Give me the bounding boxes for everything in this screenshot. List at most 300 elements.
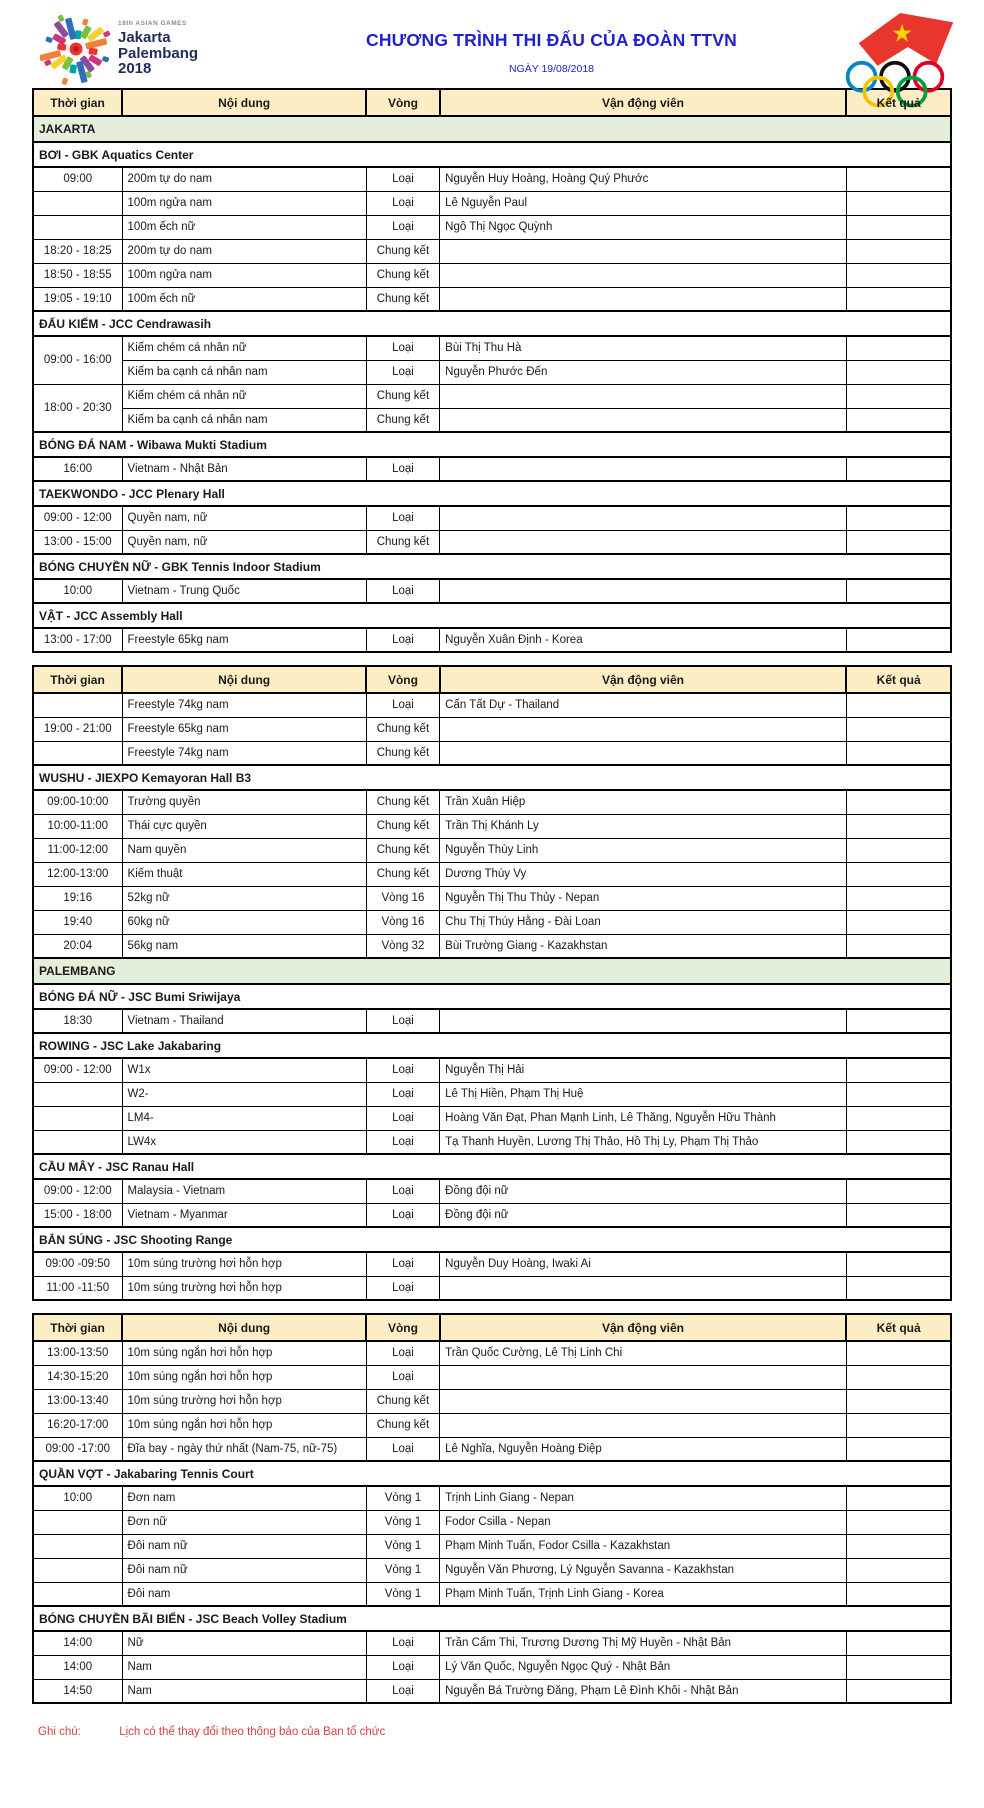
round-cell: Chung kết	[366, 384, 439, 408]
event-cell: Đơn nam	[122, 1486, 366, 1510]
column-header-2: Vòng	[366, 666, 439, 693]
time-cell: 19:00 - 21:00	[33, 717, 122, 741]
result-cell	[846, 457, 951, 481]
athletes-cell: Nguyễn Huy Hoàng, Hoàng Quý Phước	[440, 167, 847, 191]
round-cell: Chung kết	[366, 717, 439, 741]
column-header-4: Kết quả	[846, 1314, 951, 1341]
time-cell: 09:00	[33, 167, 122, 191]
result-cell	[846, 530, 951, 554]
athletes-cell: Ngô Thị Ngọc Quỳnh	[440, 215, 847, 239]
result-cell	[846, 360, 951, 384]
match-row	[33, 457, 951, 481]
match-row	[33, 790, 951, 814]
schedule-table-3	[32, 1313, 952, 1704]
athletes-cell	[440, 579, 847, 603]
athletes-cell: Lê Nghĩa, Nguyễn Hoàng Điệp	[440, 1437, 847, 1461]
time-cell: 10:00-11:00	[33, 814, 122, 838]
round-cell: Loại	[366, 579, 439, 603]
event-cell: Trường quyền	[122, 790, 366, 814]
round-cell: Loại	[366, 336, 439, 360]
result-cell	[846, 1558, 951, 1582]
athletes-cell: Cấn Tất Dự - Thailand	[440, 693, 847, 717]
column-header-3: Vận động viên	[440, 1314, 847, 1341]
athletes-cell: Lý Văn Quốc, Nguyễn Ngọc Quý - Nhật Bản	[440, 1655, 847, 1679]
result-cell	[846, 1679, 951, 1703]
event-cell: Vietnam - Trung Quốc	[122, 579, 366, 603]
event-cell: Đĩa bay - ngày thứ nhất (Nam-75, nữ-75)	[122, 1437, 366, 1461]
event-cell: Freestyle 74kg nam	[122, 693, 366, 717]
event-cell: Đôi nam nữ	[122, 1558, 366, 1582]
round-cell: Chung kết	[366, 741, 439, 765]
athletes-cell: Nguyễn Thị Thu Thủy - Nepan	[440, 886, 847, 910]
athletes-cell: Nguyễn Duy Hoàng, Iwaki Ai	[440, 1252, 847, 1276]
result-cell	[846, 1058, 951, 1082]
page-header	[0, 0, 984, 88]
match-row	[33, 1389, 951, 1413]
match-row	[33, 408, 951, 432]
result-cell	[846, 1082, 951, 1106]
venue-label: BÓNG CHUYỀN BÃI BIỂN - JSC Beach Volley Stadium	[33, 1606, 951, 1631]
match-row	[33, 1082, 951, 1106]
round-cell: Loại	[366, 628, 439, 652]
athletes-cell	[440, 408, 847, 432]
event-cell: Vietnam - Myanmar	[122, 1203, 366, 1227]
athletes-cell	[440, 239, 847, 263]
time-cell	[33, 1582, 122, 1606]
match-row	[33, 717, 951, 741]
schedule-table-1	[32, 88, 952, 653]
time-cell: 19:16	[33, 886, 122, 910]
match-row	[33, 1179, 951, 1203]
venue-label: TAEKWONDO - JCC Plenary Hall	[33, 481, 951, 506]
match-row	[33, 530, 951, 554]
city-section-row	[33, 958, 951, 984]
athletes-cell: Phạm Minh Tuấn, Trịnh Linh Giang - Korea	[440, 1582, 847, 1606]
event-cell: Đơn nữ	[122, 1510, 366, 1534]
time-cell	[33, 215, 122, 239]
athletes-cell: Đồng đội nữ	[440, 1179, 847, 1203]
round-cell: Vòng 1	[366, 1534, 439, 1558]
match-row	[33, 1341, 951, 1365]
round-cell: Vòng 1	[366, 1486, 439, 1510]
time-cell: 14:50	[33, 1679, 122, 1703]
venue-section-row	[33, 481, 951, 506]
event-cell: 200m tự do nam	[122, 167, 366, 191]
column-header-3: Vận động viên	[440, 666, 847, 693]
round-cell: Loại	[366, 1276, 439, 1300]
athletes-cell	[440, 1009, 847, 1033]
match-row	[33, 741, 951, 765]
round-cell: Vòng 16	[366, 886, 439, 910]
time-cell: 18:00 - 20:30	[33, 384, 122, 432]
result-cell	[846, 191, 951, 215]
match-row	[33, 1252, 951, 1276]
time-cell: 14:00	[33, 1655, 122, 1679]
event-cell: 200m tự do nam	[122, 239, 366, 263]
round-cell: Loại	[366, 1252, 439, 1276]
round-cell: Loại	[366, 167, 439, 191]
event-cell: Thái cực quyền	[122, 814, 366, 838]
round-cell: Vòng 16	[366, 910, 439, 934]
athletes-cell	[440, 1389, 847, 1413]
result-cell	[846, 1582, 951, 1606]
result-cell	[846, 886, 951, 910]
result-cell	[846, 1437, 951, 1461]
result-cell	[846, 1655, 951, 1679]
athletes-cell: Dương Thúy Vy	[440, 862, 847, 886]
athletes-cell: Nguyễn Thị Hải	[440, 1058, 847, 1082]
athletes-cell: Bùi Thị Thu Hà	[440, 336, 847, 360]
venue-label: BƠI - GBK Aquatics Center	[33, 142, 951, 167]
result-cell	[846, 1631, 951, 1655]
match-row	[33, 1058, 951, 1082]
logo-city-2: Palembang	[118, 44, 199, 62]
result-cell	[846, 1486, 951, 1510]
time-cell	[33, 191, 122, 215]
event-cell: Kiếm ba cạnh cá nhân nam	[122, 408, 366, 432]
match-row	[33, 287, 951, 311]
athletes-cell: Tạ Thanh Huyền, Lương Thị Thảo, Hồ Thị Ly, Phạm Thị Thảo	[440, 1130, 847, 1154]
result-cell	[846, 287, 951, 311]
time-cell: 14:30-15:20	[33, 1365, 122, 1389]
asian-games-logo	[40, 8, 265, 90]
match-row	[33, 1582, 951, 1606]
athletes-cell: Fodor Csilla - Nepan	[440, 1510, 847, 1534]
column-header-2: Vòng	[366, 89, 439, 116]
venue-section-row	[33, 1154, 951, 1179]
round-cell: Chung kết	[366, 530, 439, 554]
column-header-0: Thời gian	[33, 666, 122, 693]
result-cell	[846, 408, 951, 432]
round-cell: Chung kết	[366, 408, 439, 432]
event-cell: LM4-	[122, 1106, 366, 1130]
time-cell: 09:00 - 16:00	[33, 336, 122, 384]
athletes-cell: Hoàng Văn Đạt, Phan Mạnh Linh, Lê Thăng, Nguyễn Hữu Thành	[440, 1106, 847, 1130]
round-cell: Loại	[366, 693, 439, 717]
athletes-cell: Lê Nguyễn Paul	[440, 191, 847, 215]
venue-label: CẦU MÂY - JSC Ranau Hall	[33, 1154, 951, 1179]
round-cell: Chung kết	[366, 862, 439, 886]
round-cell: Vòng 32	[366, 934, 439, 958]
time-cell: 09:00-10:00	[33, 790, 122, 814]
round-cell: Loại	[366, 506, 439, 530]
header-row	[33, 666, 951, 693]
athletes-cell: Nguyễn Phước Đến	[440, 360, 847, 384]
event-cell: 100m ếch nữ	[122, 287, 366, 311]
result-cell	[846, 506, 951, 530]
round-cell: Chung kết	[366, 263, 439, 287]
result-cell	[846, 628, 951, 652]
venue-label: WUSHU - JIEXPO Kemayoran Hall B3	[33, 765, 951, 790]
round-cell: Loại	[366, 1130, 439, 1154]
event-cell: Freestyle 65kg nam	[122, 717, 366, 741]
result-cell	[846, 1341, 951, 1365]
athletes-cell: Lê Thị Hiền, Phạm Thị Huệ	[440, 1082, 847, 1106]
round-cell: Chung kết	[366, 838, 439, 862]
athletes-cell	[440, 1413, 847, 1437]
event-cell: Kiếm ba cạnh cá nhân nam	[122, 360, 366, 384]
venue-label: ĐẤU KIẾM - JCC Cendrawasih	[33, 311, 951, 336]
round-cell: Chung kết	[366, 239, 439, 263]
venue-label: BÓNG ĐÁ NAM - Wibawa Mukti Stadium	[33, 432, 951, 457]
venue-section-row	[33, 1461, 951, 1486]
round-cell: Loại	[366, 1009, 439, 1033]
athletes-cell: Chu Thị Thúy Hằng - Đài Loan	[440, 910, 847, 934]
match-row	[33, 579, 951, 603]
event-cell: Nam	[122, 1679, 366, 1703]
match-row	[33, 838, 951, 862]
result-cell	[846, 239, 951, 263]
result-cell	[846, 838, 951, 862]
footer-text: Lịch có thể thay đổi theo thông báo của Ban tổ chức	[119, 1726, 386, 1738]
result-cell	[846, 741, 951, 765]
time-cell: 15:00 - 18:00	[33, 1203, 122, 1227]
result-cell	[846, 1413, 951, 1437]
match-row	[33, 1655, 951, 1679]
time-cell	[33, 741, 122, 765]
time-cell: 09:00 -17:00	[33, 1437, 122, 1461]
round-cell: Vòng 1	[366, 1510, 439, 1534]
event-cell: W2-	[122, 1082, 366, 1106]
athletes-cell: Nguyễn Bá Trường Đăng, Phạm Lê Đình Khôi - Nhật Bản	[440, 1679, 847, 1703]
venue-section-row	[33, 603, 951, 628]
event-cell: Kiếm chém cá nhân nữ	[122, 384, 366, 408]
athletes-cell: Trần Xuân Hiệp	[440, 790, 847, 814]
time-cell: 10:00	[33, 579, 122, 603]
match-row	[33, 384, 951, 408]
header-row	[33, 1314, 951, 1341]
result-cell	[846, 384, 951, 408]
event-cell: 10m súng trường hơi hỗn hợp	[122, 1389, 366, 1413]
athletes-cell: Nguyễn Xuân Định - Korea	[440, 628, 847, 652]
venue-section-row	[33, 1033, 951, 1058]
event-cell: 10m súng ngắn hơi hỗn hợp	[122, 1413, 366, 1437]
venue-label: VẬT - JCC Assembly Hall	[33, 603, 951, 628]
match-row	[33, 1534, 951, 1558]
time-cell: 13:00 - 17:00	[33, 628, 122, 652]
venue-section-row	[33, 432, 951, 457]
event-cell: Vietnam - Nhật Bản	[122, 457, 366, 481]
event-cell: 10m súng trường hơi hỗn hợp	[122, 1252, 366, 1276]
round-cell: Chung kết	[366, 1413, 439, 1437]
match-row	[33, 239, 951, 263]
event-cell: 10m súng ngắn hơi hỗn hợp	[122, 1365, 366, 1389]
result-cell	[846, 1365, 951, 1389]
column-header-3: Vận động viên	[440, 89, 847, 116]
event-cell: Đôi nam nữ	[122, 1534, 366, 1558]
round-cell: Loại	[366, 1203, 439, 1227]
footer-note	[0, 1726, 984, 1738]
event-cell: 56kg nam	[122, 934, 366, 958]
match-row	[33, 1510, 951, 1534]
match-row	[33, 1009, 951, 1033]
venue-label: BÓNG ĐÁ NỮ - JSC Bumi Sriwijaya	[33, 984, 951, 1009]
result-cell	[846, 579, 951, 603]
time-cell: 10:00	[33, 1486, 122, 1510]
logo-year: 2018	[118, 60, 152, 78]
match-row	[33, 1203, 951, 1227]
result-cell	[846, 1106, 951, 1130]
event-cell: LW4x	[122, 1130, 366, 1154]
schedule-tables	[32, 88, 952, 1704]
round-cell: Loại	[366, 1058, 439, 1082]
match-row	[33, 1365, 951, 1389]
time-cell: 12:00-13:00	[33, 862, 122, 886]
page-date: NGÀY 19/08/2018	[508, 63, 595, 75]
time-cell: 20:04	[33, 934, 122, 958]
athletes-cell: Trần Cẩm Thi, Trương Dương Thị Mỹ Huyền - Nhật Bản	[440, 1631, 847, 1655]
athletes-cell: Đồng đội nữ	[440, 1203, 847, 1227]
result-cell	[846, 1276, 951, 1300]
time-cell: 18:30	[33, 1009, 122, 1033]
match-row	[33, 862, 951, 886]
event-cell: Freestyle 65kg nam	[122, 628, 366, 652]
match-row	[33, 934, 951, 958]
match-row	[33, 1486, 951, 1510]
match-row	[33, 1679, 951, 1703]
event-cell: 10m súng trường hơi hỗn hợp	[122, 1276, 366, 1300]
result-cell	[846, 814, 951, 838]
city-label: PALEMBANG	[33, 958, 951, 984]
result-cell	[846, 1252, 951, 1276]
schedule-table-2	[32, 665, 952, 1301]
venue-section-row	[33, 1606, 951, 1631]
match-row	[33, 886, 951, 910]
result-cell	[846, 1009, 951, 1033]
match-row	[33, 1276, 951, 1300]
event-cell: Kiếm thuật	[122, 862, 366, 886]
venue-section-row	[33, 554, 951, 579]
round-cell: Loại	[366, 1365, 439, 1389]
venue-label: QUẦN VỢT - Jakabaring Tennis Court	[33, 1461, 951, 1486]
venue-section-row	[33, 984, 951, 1009]
round-cell: Vòng 1	[366, 1558, 439, 1582]
athletes-cell	[440, 1365, 847, 1389]
match-row	[33, 693, 951, 717]
round-cell: Loại	[366, 191, 439, 215]
event-cell: 10m súng ngắn hơi hỗn hợp	[122, 1341, 366, 1365]
page-title: CHƯƠNG TRÌNH THI ĐẤU CỦA ĐOÀN TTVN	[366, 30, 737, 50]
time-cell: 13:00-13:50	[33, 1341, 122, 1365]
event-cell: 100m ếch nữ	[122, 215, 366, 239]
match-row	[33, 336, 951, 360]
column-header-2: Vòng	[366, 1314, 439, 1341]
athletes-cell	[440, 717, 847, 741]
event-cell: Quyền nam, nữ	[122, 530, 366, 554]
round-cell: Loại	[366, 1341, 439, 1365]
result-cell	[846, 215, 951, 239]
result-cell	[846, 1389, 951, 1413]
athletes-cell	[440, 741, 847, 765]
result-cell	[846, 790, 951, 814]
athletes-cell: Nguyễn Thùy Linh	[440, 838, 847, 862]
city-label: JAKARTA	[33, 116, 951, 142]
column-header-4: Kết quả	[846, 89, 951, 116]
logo-city-1: Jakarta	[118, 28, 171, 46]
event-cell: Kiếm chém cá nhân nữ	[122, 336, 366, 360]
result-cell	[846, 167, 951, 191]
athletes-cell	[440, 457, 847, 481]
city-section-row	[33, 116, 951, 142]
match-row	[33, 191, 951, 215]
event-cell: 100m ngửa nam	[122, 263, 366, 287]
time-cell: 14:00	[33, 1631, 122, 1655]
result-cell	[846, 1203, 951, 1227]
round-cell: Loại	[366, 1082, 439, 1106]
footer-label: Ghi chú:	[38, 1726, 81, 1738]
time-cell: 11:00 -11:50	[33, 1276, 122, 1300]
result-cell	[846, 693, 951, 717]
match-row	[33, 1413, 951, 1437]
event-cell: Freestyle 74kg nam	[122, 741, 366, 765]
athletes-cell	[440, 287, 847, 311]
time-cell: 16:20-17:00	[33, 1413, 122, 1437]
round-cell: Vòng 1	[366, 1582, 439, 1606]
result-cell	[846, 862, 951, 886]
result-cell	[846, 717, 951, 741]
column-header-1: Nội dung	[122, 666, 366, 693]
venue-section-row	[33, 1227, 951, 1252]
venue-section-row	[33, 765, 951, 790]
match-row	[33, 1437, 951, 1461]
result-cell	[846, 910, 951, 934]
time-cell	[33, 1082, 122, 1106]
match-row	[33, 167, 951, 191]
time-cell: 09:00 - 12:00	[33, 1058, 122, 1082]
match-row	[33, 814, 951, 838]
event-cell: Nam quyền	[122, 838, 366, 862]
event-cell: Nữ	[122, 1631, 366, 1655]
time-cell: 19:40	[33, 910, 122, 934]
athletes-cell: Trần Quốc Cường, Lê Thị Linh Chi	[440, 1341, 847, 1365]
asian-games-logo-text	[118, 21, 198, 77]
round-cell: Loại	[366, 1106, 439, 1130]
time-cell: 09:00 -09:50	[33, 1252, 122, 1276]
column-header-0: Thời gian	[33, 89, 122, 116]
column-header-0: Thời gian	[33, 1314, 122, 1341]
column-header-1: Nội dung	[122, 89, 366, 116]
time-cell: 16:00	[33, 457, 122, 481]
time-cell: 18:50 - 18:55	[33, 263, 122, 287]
event-cell: 60kg nữ	[122, 910, 366, 934]
time-cell	[33, 1510, 122, 1534]
event-cell: 52kg nữ	[122, 886, 366, 910]
athletes-cell	[440, 384, 847, 408]
athletes-cell: Bùi Trường Giang - Kazakhstan	[440, 934, 847, 958]
result-cell	[846, 1179, 951, 1203]
column-header-1: Nội dung	[122, 1314, 366, 1341]
event-cell: Malaysia - Vietnam	[122, 1179, 366, 1203]
time-cell	[33, 1106, 122, 1130]
venue-section-row	[33, 142, 951, 167]
venue-label: BẮN SÚNG - JSC Shooting Range	[33, 1227, 951, 1252]
venue-label: ROWING - JSC Lake Jakabaring	[33, 1033, 951, 1058]
time-cell	[33, 1130, 122, 1154]
time-cell: 19:05 - 19:10	[33, 287, 122, 311]
athletes-cell: Nguyễn Văn Phương, Lý Nguyễn Savanna - Kazakhstan	[440, 1558, 847, 1582]
time-cell: 13:00 - 15:00	[33, 530, 122, 554]
round-cell: Chung kết	[366, 287, 439, 311]
athletes-cell	[440, 506, 847, 530]
match-row	[33, 506, 951, 530]
match-row	[33, 360, 951, 384]
match-row	[33, 1106, 951, 1130]
round-cell: Loại	[366, 1437, 439, 1461]
time-cell: 11:00-12:00	[33, 838, 122, 862]
round-cell: Chung kết	[366, 790, 439, 814]
match-row	[33, 628, 951, 652]
match-row	[33, 1558, 951, 1582]
